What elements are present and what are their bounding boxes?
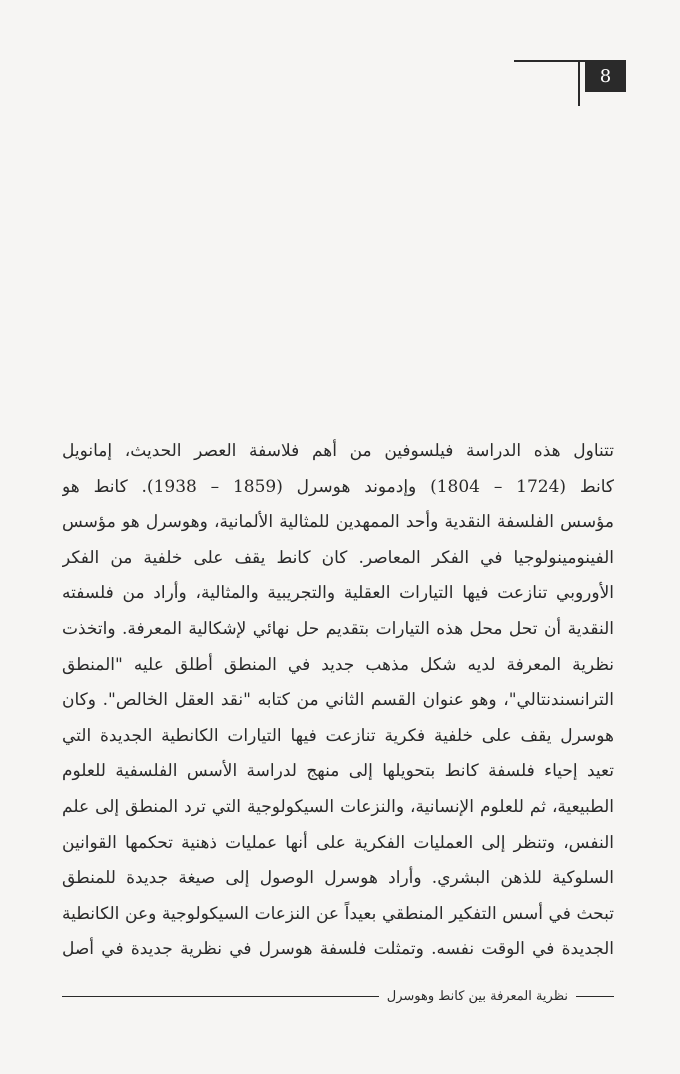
text-line: نظرية المعرفة لديه شكل مذهب جديد في المنطق أطلق عليه "المنطق bbox=[62, 654, 614, 675]
text-line: السلوكية للذهن البشري. وأراد هوسرل الوصول إلى صيغة جديدة للمنطق bbox=[62, 868, 614, 889]
text-line: تعيد إحياء فلسفة كانط بتحويلها إلى منهج لدراسة الأسس الفلسفية للعلوم bbox=[62, 761, 614, 782]
footer-rule-long bbox=[62, 996, 379, 997]
page-number: 8 bbox=[585, 60, 626, 92]
footer-rule-short bbox=[576, 996, 614, 997]
running-footer bbox=[62, 984, 614, 1008]
running-title: نظرية المعرفة بين كانط وهوسرل bbox=[386, 988, 568, 1004]
text-line: الجديدة في الوقت نفسه. وتمثلت فلسفة هوسرل في نظرية جديدة في أصل bbox=[62, 939, 614, 960]
text-line: النقدية أن تحل محل هذه التيارات بتقديم حل نهائي لإشكالية المعرفة. واتخذت bbox=[62, 618, 614, 639]
text-line: النفس، وتنظر إلى العمليات الفكرية على أنها عمليات ذهنية تحكمها القوانين bbox=[62, 832, 614, 853]
body-paragraph bbox=[62, 434, 614, 968]
text-line: الفينومينولوجيا في الفكر المعاصر. كان كانط يقف على خلفية من الفكر bbox=[62, 547, 614, 568]
text-line: مؤسس الفلسفة النقدية وأحد الممهدين للمثالية الألمانية، وهوسرل هو مؤسس bbox=[62, 512, 614, 533]
text-line: الترانسندنتالي"، وهو عنوان القسم الثاني من كتابه "نقد العقل الخالص". وكان bbox=[62, 690, 614, 711]
text-line: تبحث في أسس التفكير المنطقي بعيداً عن النزعات السيكولوجية وعن الكانطية bbox=[62, 903, 614, 924]
text-line: هوسرل يقف على خلفية فكرية تنازعت فيها التيارات الكانطية الجديدة التي bbox=[62, 725, 614, 746]
text-line: الطبيعية، ثم للعلوم الإنسانية، والنزعات السيكولوجية التي ترد المنطق إلى علم bbox=[62, 796, 614, 817]
text-line: كانط (1724 – 1804) وإدموند هوسرل (1859 – 1938). كانط هو bbox=[62, 476, 614, 497]
text-line: تتناول هذه الدراسة فيلسوفين من أهم فلاسفة العصر الحديث، إمانويل bbox=[62, 441, 614, 461]
header-vertical-rule bbox=[578, 60, 580, 106]
text-line: الأوروبي تنازعت فيها التيارات العقلية والتجريبية والمثالية، وأراد من فلسفته bbox=[62, 583, 614, 604]
